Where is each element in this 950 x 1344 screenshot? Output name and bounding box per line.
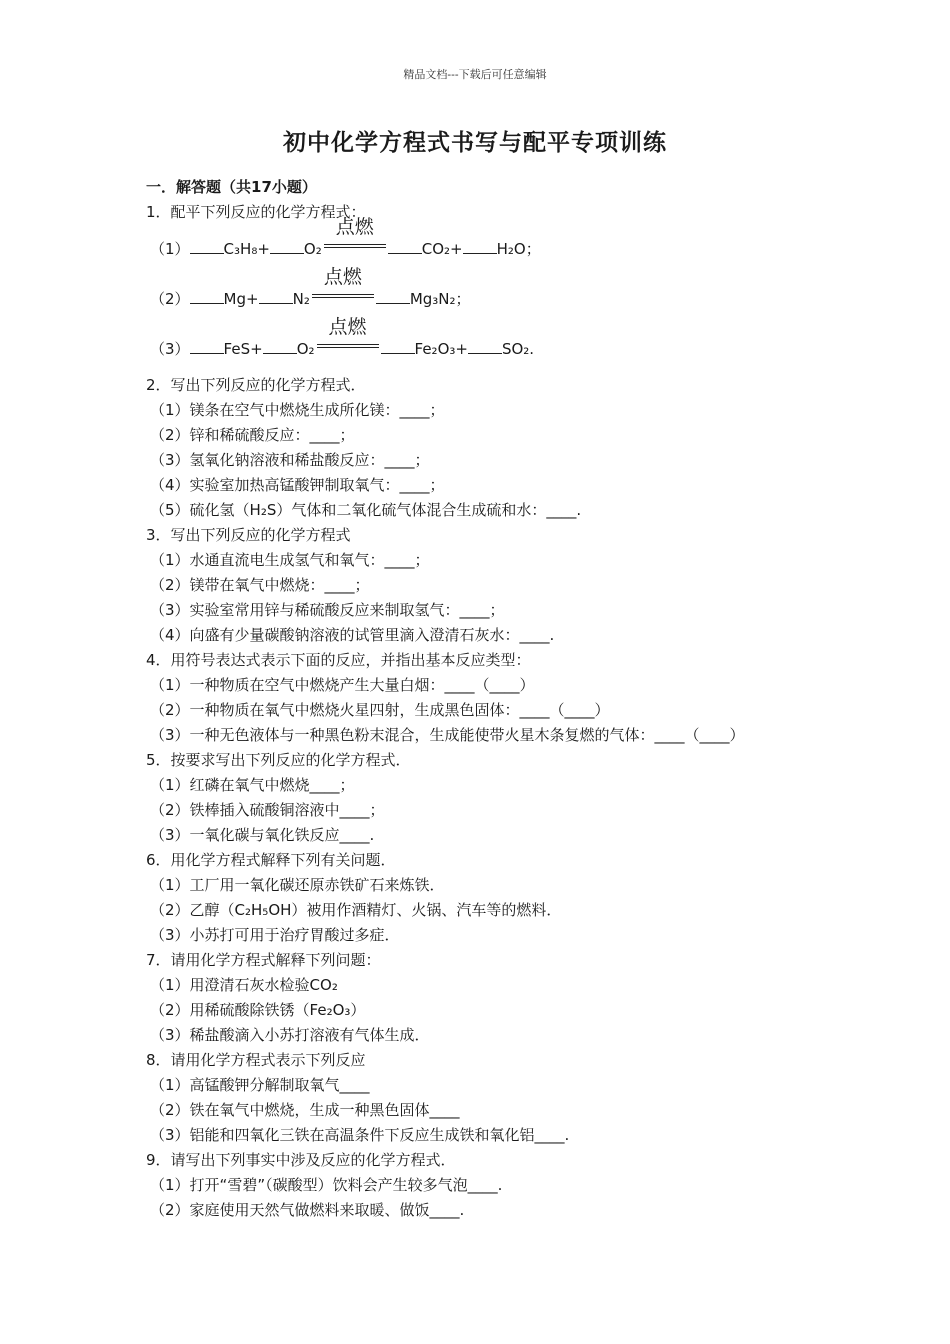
answer-blank[interactable] — [468, 339, 502, 354]
question-stem: 7．请用化学方程式解释下列问题： — [146, 951, 381, 969]
equation-number: （2） — [150, 290, 190, 308]
question-item: （1）红磷在氧气中燃烧____； — [150, 776, 355, 794]
section-heading: 一．解答题（共17小题） — [146, 178, 317, 196]
reaction-arrow — [312, 266, 374, 310]
question-item: （1）一种物质在空气中燃烧产生大量白烟：____（____） — [150, 676, 535, 694]
question-1-stem: 1．配平下列反应的化学方程式： — [146, 203, 366, 221]
question-item: （1）用澄清石灰水检验CO₂ — [150, 976, 338, 994]
reaction-arrow — [317, 316, 379, 360]
answer-blank[interactable] — [263, 339, 297, 354]
question-item: （2）用稀硫酸除铁锈（Fe₂O₃） — [150, 1001, 366, 1019]
page-title: 初中化学方程式书写与配平专项训练 — [283, 130, 667, 156]
reaction-condition: 点燃 — [323, 266, 362, 288]
answer-blank[interactable] — [376, 289, 410, 304]
question-item: （1）打开“雪碧”（碳酸型）饮料会产生较多气泡____. — [150, 1176, 503, 1194]
question-item: （3）一氧化碳与氧化铁反应____. — [150, 826, 375, 844]
product: CO₂+ — [421, 240, 463, 258]
question-item: （1）水通直流电生成氢气和氧气：____； — [150, 551, 430, 569]
reaction-condition: 点燃 — [328, 316, 367, 338]
question-stem: 4．用符号表达式表示下面的反应，并指出基本反应类型： — [146, 651, 531, 669]
question-item: （2）锌和稀硫酸反应：____； — [150, 426, 355, 444]
product: H₂O； — [496, 240, 541, 258]
question-stem: 8．请用化学方程式表示下列反应 — [146, 1051, 366, 1069]
question-item: （2）乙醇（C₂H₅OH）被用作酒精灯、火锅、汽车等的燃料． — [150, 901, 562, 919]
reactant: O₂ — [296, 340, 315, 358]
equation-number: （3） — [150, 340, 190, 358]
answer-blank[interactable] — [190, 289, 224, 304]
reactant: FeS+ — [223, 340, 263, 358]
question-item: （2）一种物质在氧气中燃烧火星四射，生成黑色固体：____（____） — [150, 701, 610, 719]
equation-2 — [150, 266, 471, 310]
question-item: （1）镁条在空气中燃烧生成所化镁：____； — [150, 401, 445, 419]
answer-blank[interactable] — [270, 239, 304, 254]
page-header: 精品文档---下载后可任意编辑 — [403, 68, 547, 81]
reactant: C₃H₈+ — [223, 240, 270, 258]
answer-blank[interactable] — [190, 339, 224, 354]
product: SO₂. — [501, 340, 535, 358]
question-item: （3）铝能和四氧化三铁在高温条件下反应生成铁和氧化铝____. — [150, 1126, 570, 1144]
question-item: （2）铁棒插入硫酸铜溶液中____； — [150, 801, 385, 819]
question-stem: 9．请写出下列事实中涉及反应的化学方程式． — [146, 1151, 456, 1169]
reaction-arrow — [324, 216, 386, 260]
question-item: （3）稀盐酸滴入小苏打溶液有气体生成． — [150, 1026, 430, 1044]
question-item: （3）氢氧化钠溶液和稀盐酸反应：____； — [150, 451, 430, 469]
question-stem: 2．写出下列反应的化学方程式． — [146, 376, 366, 394]
question-item: （3）一种无色液体与一种黑色粉末混合，生成能使带火星木条复燃的气体：____（____） — [150, 726, 745, 744]
question-item: （2）铁在氧气中燃烧，生成一种黑色固体____ — [150, 1101, 460, 1119]
answer-blank[interactable] — [388, 239, 422, 254]
answer-blank[interactable] — [259, 289, 293, 304]
equation-3 — [150, 316, 535, 360]
question-item: （3）小苏打可用于治疗胃酸过多症． — [150, 926, 400, 944]
question-item: （5）硫化氢（H₂S）气体和二氧化硫气体混合生成硫和水：____. — [150, 501, 582, 519]
question-item: （2）家庭使用天然气做燃料来取暖、做饭____. — [150, 1201, 465, 1219]
reaction-condition: 点燃 — [335, 216, 374, 238]
question-item: （4）向盛有少量碳酸钠溶液的试管里滴入澄清石灰水：____. — [150, 626, 555, 644]
answer-blank[interactable] — [190, 239, 224, 254]
reactant: N₂ — [292, 290, 310, 308]
question-stem: 3．写出下列反应的化学方程式 — [146, 526, 351, 544]
answer-blank[interactable] — [463, 239, 497, 254]
product: Fe₂O₃+ — [414, 340, 468, 358]
reactant: Mg+ — [223, 290, 259, 308]
question-item: （1）高锰酸钾分解制取氧气____ — [150, 1076, 370, 1094]
answer-blank[interactable] — [381, 339, 415, 354]
equation-1 — [150, 216, 541, 260]
question-stem: 6．用化学方程式解释下列有关问题． — [146, 851, 396, 869]
reactant: O₂ — [303, 240, 322, 258]
product: Mg₃N₂； — [409, 290, 471, 308]
question-stem: 5．按要求写出下列反应的化学方程式． — [146, 751, 411, 769]
question-item: （2）镁带在氧气中燃烧：____； — [150, 576, 370, 594]
equation-number: （1） — [150, 240, 190, 258]
question-item: （4）实验室加热高锰酸钾制取氧气：____； — [150, 476, 445, 494]
question-item: （1）工厂用一氧化碳还原赤铁矿石来炼铁． — [150, 876, 445, 894]
question-item: （3）实验室常用锌与稀硫酸反应来制取氢气：____； — [150, 601, 505, 619]
